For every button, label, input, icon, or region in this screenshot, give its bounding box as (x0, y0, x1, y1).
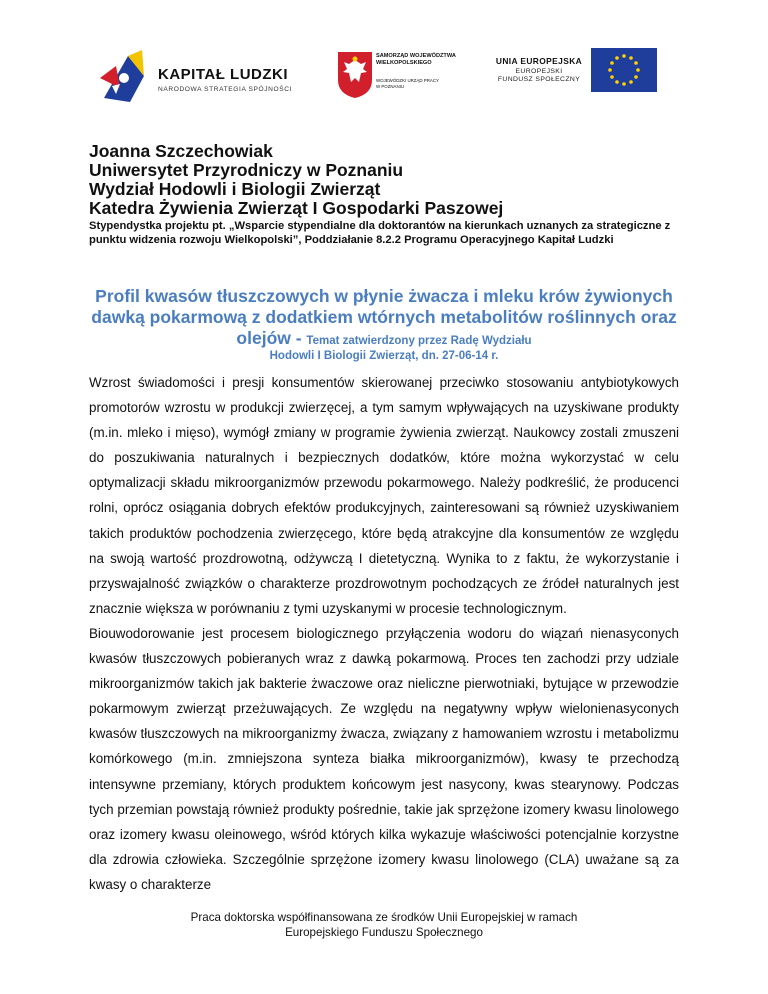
body-text (89, 370, 679, 897)
logo-bar (0, 44, 768, 106)
kapital-ludzki-title: KAPITAŁ LUDZKI (158, 66, 289, 83)
author-name: Joanna Szczechowiak (89, 141, 273, 161)
kapital-ludzki-emblem-icon (98, 48, 156, 104)
wielkopolska-line1: SAMORZĄD WOJEWÓDZTWA (376, 53, 456, 59)
page-footer (89, 910, 679, 940)
paragraph-2: Biouwodorowanie jest procesem biologicznego przyłączenia wodoru do wiązań nienasyconych kwasów tłuszczowych pobieranych wraz z dawką pokarmową. Proces ten zachodzi przy udziale mikroorganizmów takich jak bakterie żwaczowe oraz nieliczne pierwotniaki, bytujące w przewodzie pokarmowym zwierząt przeżuwających. Ze względu na negatywny wpływ wielonienasyconych kwasów tłuszczowych na mikroorganizmy żwacza, związany z hamowaniem wzrostu i metabolizmu komórkowego (m.in. zmniejszona synteza białka mikroorganizmów), kwasy te przechodzą intensywne przemiany, których produktem końcowym jest nasycony, kwas stearynowy. Podczas tych przemian powstają również produkty pośrednie, takie jak sprzężone izomery kwasu linolowego oraz izomery kwasu oleinowego, wśród których kilka wykazuje właściwości potencjalnie korzystne dla zdrowia człowieka. Szczególnie sprzężone izomery kwasu linolowego (CLA) uważane są za kwasy o charakterze (89, 625, 679, 892)
thesis-title-main: Profil kwasów tłuszczowych w płynie żwacza i mleku krów żywionych dawką pokarmową z dodatkiem wtórnych metabolitów roślinnych oraz olejów - (91, 286, 677, 348)
wielkopolska-logo (334, 44, 456, 106)
wup-name (376, 78, 438, 89)
eu-fund-line2: FUNDUSZ SPOŁECZNY (497, 76, 581, 84)
thesis-approval-date: Hodowli I Biologii Zwierząt, dn. 27-06-14 r. (269, 350, 499, 362)
university-name: Uniwersytet Przyrodniczy w Poznaniu (89, 160, 404, 180)
eu-flag-icon (591, 48, 657, 92)
wielkopolska-name (376, 53, 456, 67)
eagle-crest-icon (336, 50, 374, 100)
eu-title: UNIA EUROPEJSKA (495, 56, 583, 66)
footer-line2: Europejskiego Funduszu Społecznego (285, 926, 483, 939)
eu-fund-name (492, 68, 586, 85)
eu-logo (492, 48, 672, 104)
thesis-approval-note: Temat zatwierdzony przez Radę Wydziału (306, 335, 532, 347)
faculty-name: Wydział Hodowli i Biologii Zwierząt (89, 179, 381, 199)
wup-line1: WOJEWÓDZKI URZĄD PRACY (376, 78, 439, 83)
kapital-ludzki-logo (98, 48, 298, 104)
author-header (89, 142, 689, 247)
scholarship-note: Stypendystka projektu pt. „Wsparcie stypendialne dla doktorantów na kierunkach uznanych za strategiczne z punktu widzenia rozwoju Wielkopolski”, Poddziałanie 8.2.2 Programu Operacyjnego Kapitał Ludzki (89, 220, 671, 246)
thesis-title (89, 286, 679, 363)
footer-line1: Praca doktorska współfinansowana ze środków Unii Europejskiej w ramach (190, 911, 578, 924)
wup-line2: W POZNANIU (376, 83, 405, 89)
paragraph-1: Wzrost świadomości i presji konsumentów skierowanej przeciwko stosowaniu antybiotykowych promotorów wzrostu w produkcji zwierzęcej, a tym samym wpływających na uzyskiwane produkty (m.in. mleko i mięso), wymógł zmiany w programie żywienia zwierząt. Naukowcy zostali zmuszeni do poszukiwania naturalnych i bezpiecznych dodatków, które można wykorzystać w celu optymalizacji składu mikroorganizmów przewodu pokarmowego. Należy podkreślić, że producenci rolni, oprócz osiągania dobrych efektów produkcyjnych, zainteresowani są również uzyskiwaniem takich produktów pochodzenia zwierzęcego, które będą atrakcyjne dla konsumentów ze względu na swoją wartość prozdrowotną, odżywczą I dietetyczną. Wynika to z faktu, że wykorzystanie i przyswajalność związków o charakterze prozdrowotnym pochodzących ze źródeł naturalnych jest znacznie większa w porównaniu z tymi uzyskanymi w procesie technologicznym. (89, 375, 679, 616)
eu-fund-line1: EUROPEJSKI (515, 68, 563, 75)
wielkopolska-line2: WIELKOPOLSKIEGO (376, 60, 432, 66)
department-name: Katedra Żywienia Zwierząt I Gospodarki Paszowej (89, 198, 504, 218)
kapital-ludzki-subtitle: NARODOWA STRATEGIA SPÓJNOŚCI (158, 86, 293, 93)
